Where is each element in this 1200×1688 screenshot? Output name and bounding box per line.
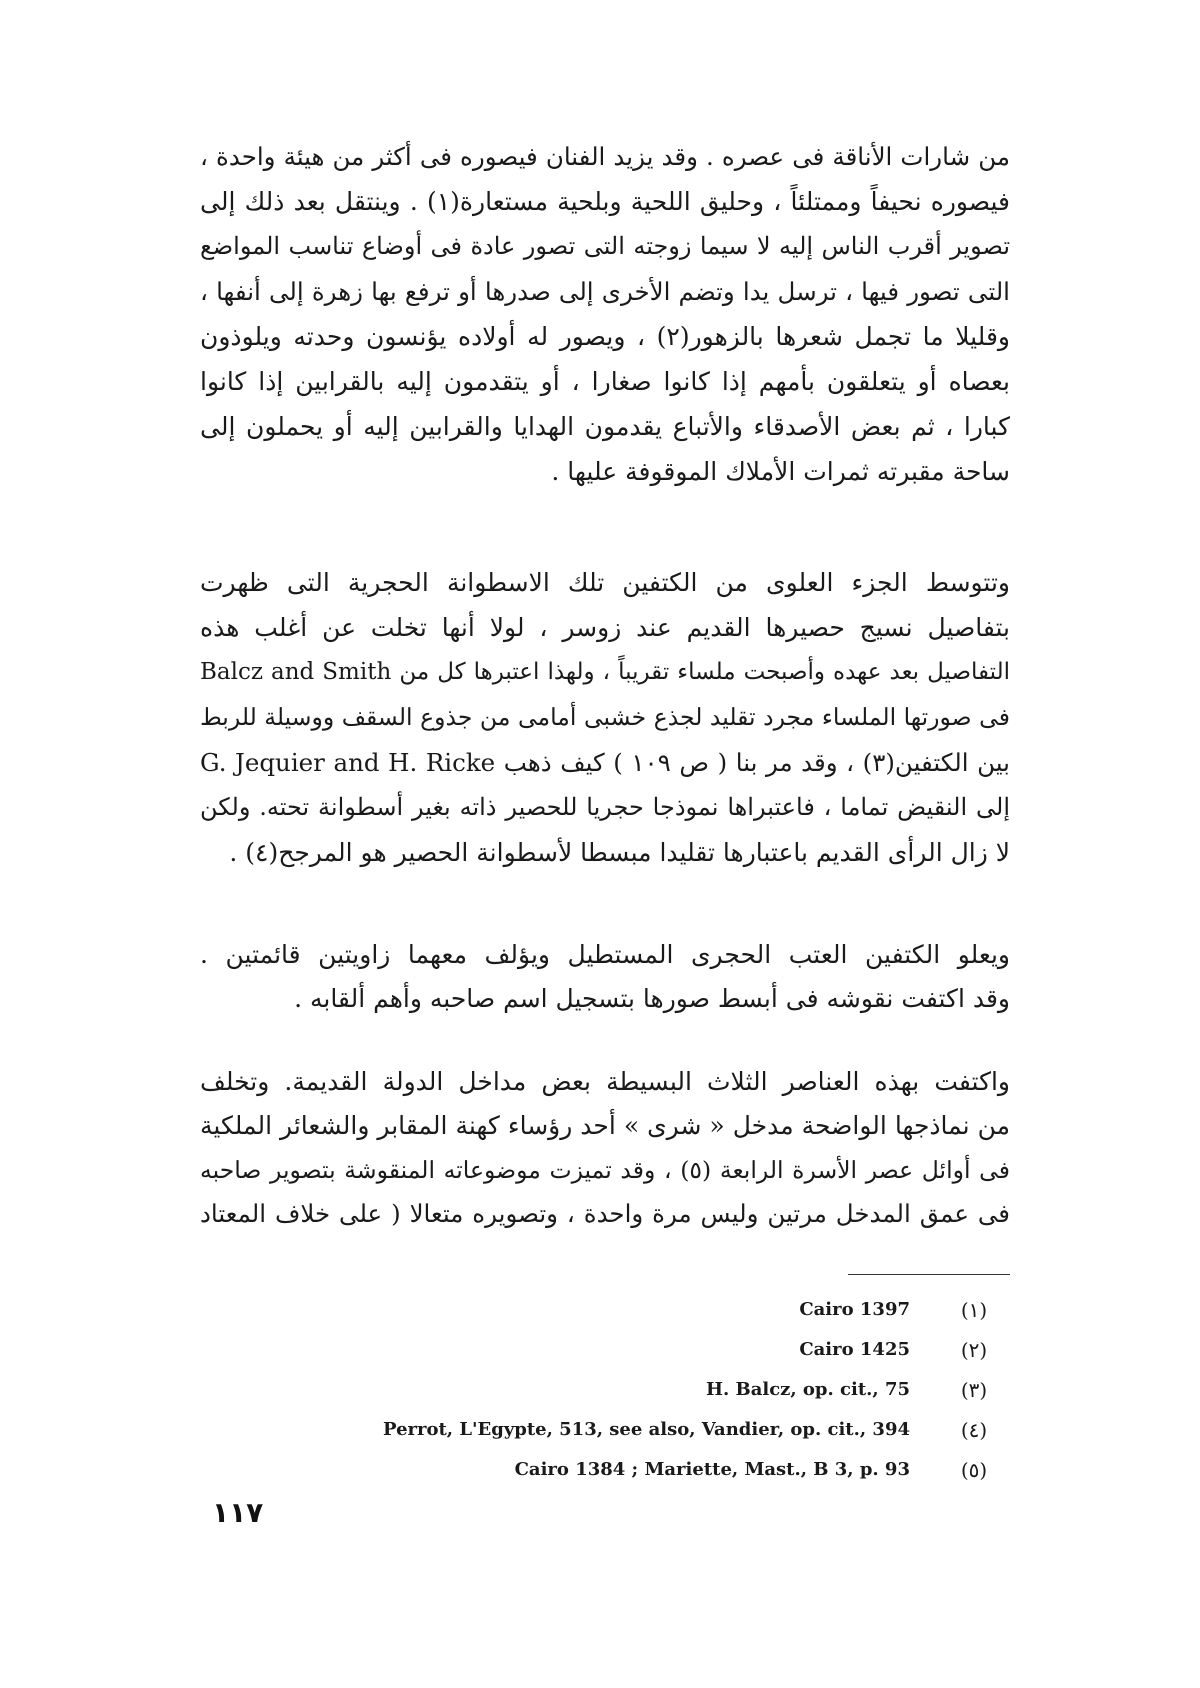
footnote [300, 1370, 1010, 1410]
footnote [300, 1330, 1010, 1370]
footnote-number: (١) [960, 1298, 988, 1322]
text-line: ويعلو الكتفين العتب الحجرى المستطيل ويؤلف معهما زاويتين قائمتين . [200, 940, 1010, 969]
text-line: من شارات الأناقة فى عصره . وقد يزيد الفنان فيصوره فى أكثر من هيئة واحدة ، [200, 142, 1010, 171]
text-line: كبارا ، ثم بعض الأصدقاء والأتباع يقدمون الهدايا والقرابين إليه أو يحملون إلى [200, 412, 1010, 441]
text-line: لا زال الرأى القديم باعتبارها تقليدا مبسطا لأسطوانة الحصير هو المرجح(٤) . [229, 838, 1010, 867]
footnote-number: (٥) [960, 1458, 988, 1482]
text-line: بعصاه أو يتعلقون بأمهم إذا كانوا صغارا ، أو يتقدمون إليه بالقرابين إذا كانوا [200, 367, 1010, 396]
text-line: وقليلا ما تجمل شعرها بالزهور(٢) ، ويصور له أولاده يؤنسون وحدته ويلوذون [200, 322, 1010, 351]
footnote-text: Cairo 1384 ; Mariette, Mast., B 3, p. 93 [514, 1459, 910, 1480]
text-line: التفاصيل بعد عهده وأصبحت ملساء تقريباً ، ولهذا اعتبرها كل من Balcz and Smith [200, 659, 1010, 685]
footnote-number: (٢) [960, 1338, 988, 1362]
text-line: بتفاصيل نسيج حصيرها القديم عند زوسر ، لولا أنها تخلت عن أغلب هذه [200, 613, 1010, 642]
footnote-text: Cairo 1397 [799, 1299, 910, 1320]
footnote-divider [848, 1274, 1010, 1275]
text-line: تصوير أقرب الناس إليه لا سيما زوجته التى تصور عادة فى أوضاع تناسب المواضع [200, 232, 1010, 260]
paragraph [200, 134, 1010, 494]
text-line: ساحة مقبرته ثمرات الأملاك الموقوفة عليها . [551, 457, 1010, 486]
footnote [300, 1450, 1010, 1490]
text-line: إلى النقيض تماما ، فاعتبراها نموذجا حجريا للحصير ذاته بغير أسطوانة تحته. ولكن [200, 793, 1010, 821]
paragraph [200, 560, 1010, 875]
body-text [200, 134, 1010, 1228]
text-line: واكتفت بهذه العناصر الثلاث البسيطة بعض مداخل الدولة القديمة. وتخلف [200, 1067, 1010, 1096]
footnote-text: Cairo 1425 [799, 1339, 910, 1360]
paragraph [200, 1060, 1010, 1236]
footnote-text: H. Balcz, op. cit., 75 [705, 1379, 910, 1400]
footnote-number: (٤) [960, 1418, 988, 1442]
text-line: بين الكتفين(٣) ، وقد مر بنا ( ص ١٠٩ ) كيف ذهب G. Jequier and H. Ricke [200, 748, 1010, 777]
footnote [300, 1410, 1010, 1450]
text-line: التى تصور فيها ، ترسل يدا وتضم الأخرى إلى صدرها أو ترفع بها زهرة إلى أنفها ، [200, 277, 1010, 306]
text-line: فى صورتها الملساء مجرد تقليد لجذع خشبى أمامى من جذوع السقف ووسيلة للربط [200, 703, 1010, 731]
text-line: وتتوسط الجزء العلوى من الكتفين تلك الاسطوانة الحجرية التى ظهرت [200, 568, 1010, 597]
footnote-number: (٣) [960, 1378, 988, 1402]
footnote-text: Perrot, L'Egypte, 513, see also, Vandier, op. cit., 394 [383, 1419, 910, 1440]
text-line: وقد اكتفت نقوشه فى أبسط صورها بتسجيل اسم صاحبه وأهم ألقابه . [294, 984, 1010, 1013]
page-number: ١١٧ [212, 1496, 264, 1529]
text-line: فى أوائل عصر الأسرة الرابعة (٥) ، وقد تميزت موضوعاته المنقوشة بتصوير صاحبه [200, 1156, 1010, 1184]
paragraph [200, 933, 1010, 1021]
text-line: فيصوره نحيفاً وممتلئاً ، وحليق اللحية وبلحية مستعارة(١) . وينتقل بعد ذلك إلى [200, 187, 1010, 216]
footnotes [300, 1290, 1010, 1490]
footnote [300, 1290, 1010, 1330]
text-line: فى عمق المدخل مرتين وليس مرة واحدة ، وتصويره متعالا ( على خلاف المعتاد [200, 1199, 1010, 1228]
text-line: من نماذجها الواضحة مدخل « شرى » أحد رؤساء كهنة المقابر والشعائر الملكية [200, 1111, 1010, 1140]
